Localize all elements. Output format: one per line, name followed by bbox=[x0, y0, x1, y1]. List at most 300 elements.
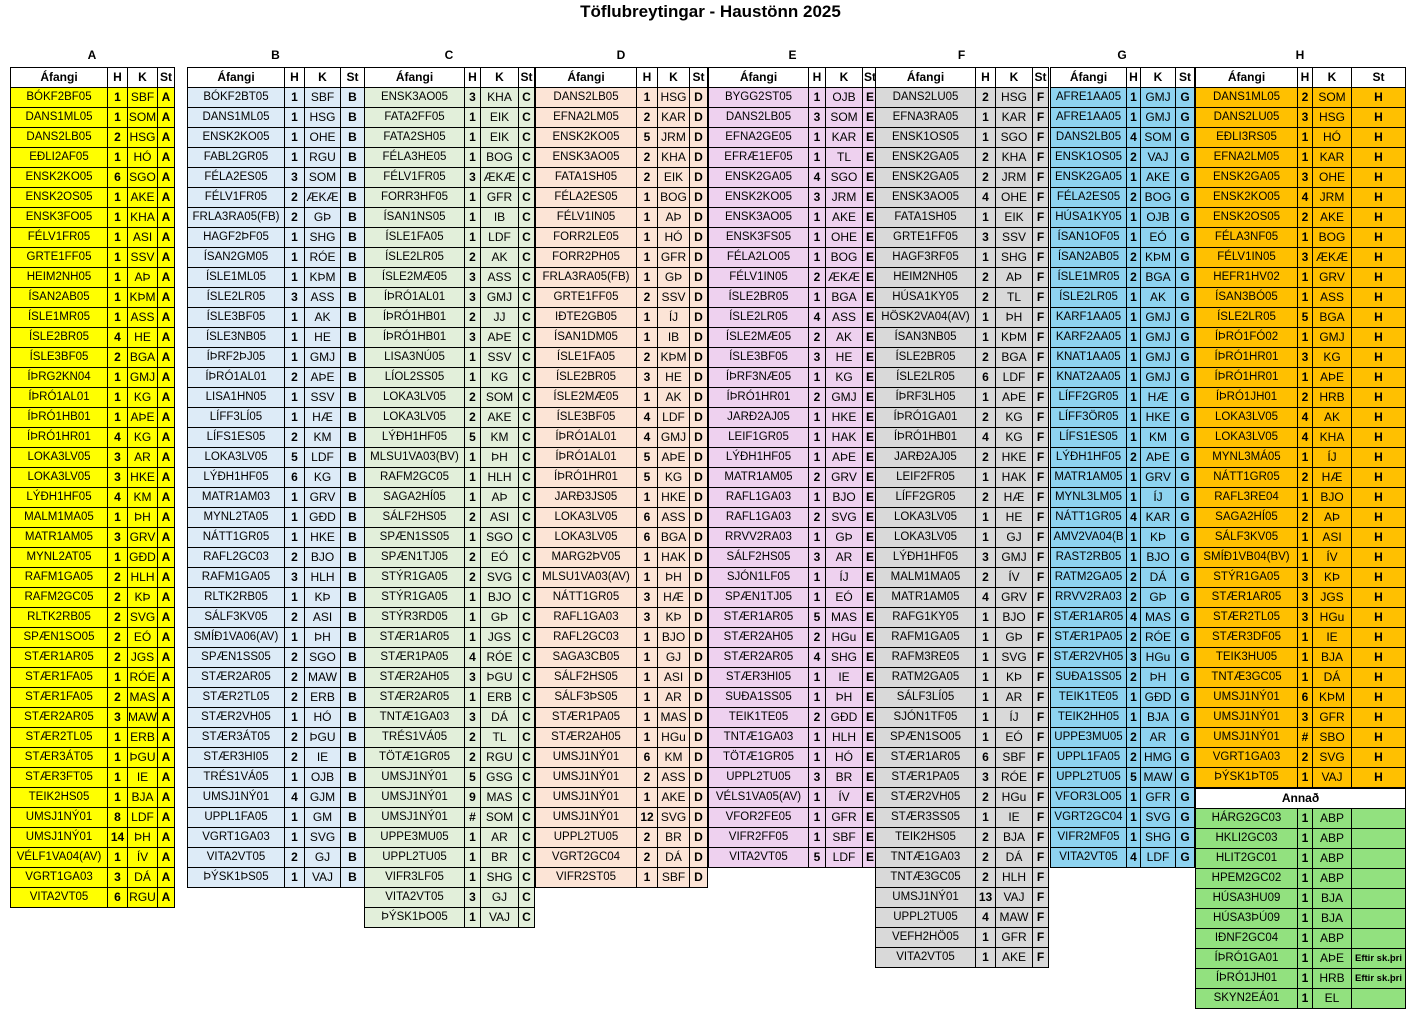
table-row bbox=[11, 148, 175, 168]
teacher-code: MAS bbox=[826, 608, 863, 628]
cell-st: C bbox=[519, 408, 535, 428]
table-row bbox=[876, 788, 1049, 808]
course-table bbox=[187, 67, 365, 888]
table-row bbox=[1051, 548, 1195, 568]
teacher-code: IE bbox=[128, 768, 158, 788]
cell-st: C bbox=[519, 728, 535, 748]
cell-h: 1 bbox=[976, 728, 996, 748]
table-row bbox=[1196, 508, 1406, 528]
cell-st: E bbox=[863, 708, 878, 728]
teacher-code: OJB bbox=[305, 768, 341, 788]
course-code: RAFM1GA05 bbox=[11, 568, 108, 588]
teacher-code: BJA bbox=[128, 788, 158, 808]
course-code: STÆR2AR05 bbox=[188, 668, 285, 688]
cell-st: G bbox=[1176, 128, 1195, 148]
table-row bbox=[11, 108, 175, 128]
course-code: ÍSLE1MR05 bbox=[11, 308, 108, 328]
course-code: UMSJ1NÝ01 bbox=[536, 788, 637, 808]
course-code: MYNL2AT05 bbox=[11, 548, 108, 568]
cell-st: G bbox=[1176, 628, 1195, 648]
cell-h: 1 bbox=[285, 268, 305, 288]
teacher-code: GMJ bbox=[1141, 348, 1176, 368]
teacher-code: HÆ bbox=[305, 408, 341, 428]
cell-h: 5 bbox=[637, 468, 658, 488]
cell-h: 1 bbox=[465, 368, 481, 388]
cell-st: C bbox=[519, 568, 535, 588]
course-code: RRVV2RA03 bbox=[1051, 588, 1127, 608]
table-row bbox=[1051, 688, 1195, 708]
cell-h: 1 bbox=[285, 868, 305, 888]
cell-h: 1 bbox=[976, 468, 996, 488]
table-row bbox=[709, 488, 878, 508]
table-row bbox=[709, 208, 878, 228]
course-code: VIFR2FF05 bbox=[709, 828, 809, 848]
cell-st: D bbox=[690, 668, 708, 688]
teacher-code: KHA bbox=[658, 148, 690, 168]
teacher-code: IE bbox=[1313, 628, 1352, 648]
teacher-code: GFR bbox=[996, 928, 1033, 948]
table-row bbox=[536, 748, 708, 768]
cell-st: B bbox=[341, 388, 365, 408]
table-row bbox=[11, 868, 175, 888]
cell-st: B bbox=[341, 408, 365, 428]
teacher-code: AÞE bbox=[658, 448, 690, 468]
cell-st: B bbox=[341, 368, 365, 388]
table-row bbox=[1051, 308, 1195, 328]
teacher-code: BJA bbox=[1141, 708, 1176, 728]
cell-st: B bbox=[341, 828, 365, 848]
course-table bbox=[1195, 67, 1406, 788]
cell-h: 1 bbox=[637, 708, 658, 728]
cell-st: H bbox=[1352, 568, 1406, 588]
table-row bbox=[188, 468, 365, 488]
cell-h: 1 bbox=[976, 328, 996, 348]
cell-h: 6 bbox=[637, 508, 658, 528]
teacher-code: SVG bbox=[1141, 808, 1176, 828]
cell-st: A bbox=[158, 368, 175, 388]
table-row bbox=[188, 568, 365, 588]
course-code: LOKA3LV05 bbox=[11, 448, 108, 468]
table-row bbox=[536, 688, 708, 708]
cell-st: C bbox=[519, 188, 535, 208]
cell-h: 2 bbox=[465, 388, 481, 408]
teacher-code: SBF bbox=[996, 748, 1033, 768]
header-st: St bbox=[690, 68, 708, 88]
cell-st: F bbox=[1033, 608, 1049, 628]
course-code: LÝÐH1HF05 bbox=[188, 468, 285, 488]
cell-h: 6 bbox=[637, 528, 658, 548]
cell-h: 1 bbox=[1127, 108, 1141, 128]
cell-st: D bbox=[690, 728, 708, 748]
course-code: UPPL2TU05 bbox=[876, 908, 976, 928]
cell-st: H bbox=[1352, 708, 1406, 728]
cell-h: 1 bbox=[108, 208, 128, 228]
table-row bbox=[11, 848, 175, 868]
course-code: UPPL2TU05 bbox=[709, 768, 809, 788]
cell-h: 1 bbox=[976, 948, 996, 968]
cell-st: H bbox=[1352, 288, 1406, 308]
cell-h: 4 bbox=[1298, 188, 1313, 208]
course-code: EFNA2GE05 bbox=[709, 128, 809, 148]
group-a bbox=[10, 67, 175, 908]
cell-h: 1 bbox=[809, 368, 826, 388]
course-code: ÍÞRÓ1JH01 bbox=[1196, 388, 1298, 408]
table-row bbox=[709, 548, 878, 568]
teacher-code: IE bbox=[826, 668, 863, 688]
table-row bbox=[188, 628, 365, 648]
cell-h: 1 bbox=[108, 288, 128, 308]
cell-st: B bbox=[341, 748, 365, 768]
cell-st: D bbox=[690, 428, 708, 448]
cell-st: A bbox=[158, 548, 175, 568]
table-row bbox=[536, 488, 708, 508]
cell-st: E bbox=[863, 788, 878, 808]
cell-st: E bbox=[863, 288, 878, 308]
teacher-code: GÞ bbox=[1141, 588, 1176, 608]
teacher-code: IE bbox=[996, 808, 1033, 828]
course-code: FÉLV1IN05 bbox=[536, 208, 637, 228]
table-row bbox=[876, 488, 1049, 508]
teacher-code: LDF bbox=[481, 228, 519, 248]
table-row bbox=[11, 228, 175, 248]
table-row bbox=[365, 428, 535, 448]
course-code: DANS2LU05 bbox=[876, 88, 976, 108]
cell-h: 1 bbox=[1127, 688, 1141, 708]
cell-h: 1 bbox=[637, 488, 658, 508]
cell-h: 1 bbox=[285, 328, 305, 348]
table-row bbox=[1051, 388, 1195, 408]
course-code: HEIM2NH05 bbox=[876, 268, 976, 288]
cell-h: 4 bbox=[285, 788, 305, 808]
teacher-code: SGO bbox=[481, 528, 519, 548]
table-row bbox=[11, 288, 175, 308]
course-code: MYNL3MÁ05 bbox=[1196, 448, 1298, 468]
cell-st: B bbox=[341, 468, 365, 488]
cell-h: 5 bbox=[809, 848, 826, 868]
cell-h: 3 bbox=[108, 468, 128, 488]
table-row bbox=[709, 728, 878, 748]
teacher-code: EIK bbox=[658, 168, 690, 188]
cell-st: A bbox=[158, 208, 175, 228]
table-row bbox=[188, 728, 365, 748]
cell-h: 1 bbox=[1298, 148, 1313, 168]
course-code: STÆR2AH05 bbox=[536, 728, 637, 748]
table-row bbox=[365, 388, 535, 408]
table-row bbox=[1196, 748, 1406, 768]
teacher-code: GRV bbox=[826, 468, 863, 488]
course-code: STÆR2TL05 bbox=[188, 688, 285, 708]
cell-h: 1 bbox=[465, 448, 481, 468]
cell-h: 5 bbox=[285, 448, 305, 468]
cell-h: 1 bbox=[1127, 208, 1141, 228]
teacher-code: ÍJ bbox=[996, 708, 1033, 728]
table-row bbox=[876, 848, 1049, 868]
cell-st: H bbox=[1352, 448, 1406, 468]
cell-st: H bbox=[1352, 608, 1406, 628]
cell-st: F bbox=[1033, 868, 1049, 888]
teacher-code: JJ bbox=[481, 308, 519, 328]
course-code: FRLA3RA05(FB) bbox=[536, 268, 637, 288]
cell-st: A bbox=[158, 528, 175, 548]
cell-h: 1 bbox=[108, 108, 128, 128]
course-code: TRÉS1VÁ05 bbox=[365, 728, 465, 748]
cell-h: 1 bbox=[108, 408, 128, 428]
cell-h: 1 bbox=[108, 728, 128, 748]
course-code: VITA2VT05 bbox=[1051, 848, 1127, 868]
course-code: ÍÞRÓ1HB01 bbox=[876, 428, 976, 448]
teacher-code: GM bbox=[305, 808, 341, 828]
cell-h: 1 bbox=[465, 628, 481, 648]
cell-h: 1 bbox=[465, 188, 481, 208]
table-row bbox=[1051, 128, 1195, 148]
table-row bbox=[709, 448, 878, 468]
cell-st: B bbox=[341, 708, 365, 728]
cell-st: C bbox=[519, 228, 535, 248]
teacher-code: GMJ bbox=[826, 388, 863, 408]
teacher-code: BJO bbox=[481, 588, 519, 608]
cell-h: 3 bbox=[637, 588, 658, 608]
course-code: SUÐA1SS05 bbox=[1051, 668, 1127, 688]
teacher-code: RGU bbox=[305, 148, 341, 168]
course-code: ÍÞRÓ1AL01 bbox=[365, 288, 465, 308]
course-code: LOKA3LV05 bbox=[876, 528, 976, 548]
teacher-code: LDF bbox=[1141, 848, 1176, 868]
teacher-code: HE bbox=[658, 368, 690, 388]
course-code: SÁLF2HS05 bbox=[536, 668, 637, 688]
cell-st: F bbox=[1033, 928, 1049, 948]
course-code: MATR1AM05 bbox=[876, 588, 976, 608]
table-row bbox=[1196, 168, 1406, 188]
table-row bbox=[1196, 288, 1406, 308]
cell-st: H bbox=[1352, 628, 1406, 648]
cell-h: # bbox=[1298, 728, 1313, 748]
cell-h: 3 bbox=[108, 528, 128, 548]
teacher-code: SGO bbox=[128, 168, 158, 188]
teacher-code: JGS bbox=[1313, 588, 1352, 608]
table-row bbox=[536, 468, 708, 488]
cell-st: F bbox=[1033, 648, 1049, 668]
course-code: VÉLF1VA04(AV) bbox=[11, 848, 108, 868]
cell-st: C bbox=[519, 248, 535, 268]
teacher-code: ÞH bbox=[658, 568, 690, 588]
cell-st: C bbox=[519, 368, 535, 388]
teacher-code: ÞH bbox=[128, 828, 158, 848]
course-code: RAFM1GA05 bbox=[876, 628, 976, 648]
cell-h: 6 bbox=[1298, 688, 1313, 708]
table-row bbox=[188, 408, 365, 428]
cell-h: 1 bbox=[809, 528, 826, 548]
teacher-code: HLH bbox=[996, 868, 1033, 888]
header-k: K bbox=[1141, 68, 1176, 88]
course-code: ENSK2GA05 bbox=[709, 168, 809, 188]
table-row bbox=[188, 348, 365, 368]
table-row bbox=[11, 208, 175, 228]
course-code: HÖSK2VA04(AV) bbox=[876, 308, 976, 328]
teacher-code: BGA bbox=[1141, 268, 1176, 288]
cell-h: 1 bbox=[809, 748, 826, 768]
table-row bbox=[876, 388, 1049, 408]
course-code: JARÐ2AJ05 bbox=[876, 448, 976, 468]
teacher-code: AR bbox=[128, 448, 158, 468]
cell-st: A bbox=[158, 408, 175, 428]
teacher-code: AÞE bbox=[481, 328, 519, 348]
cell-h: 1 bbox=[1127, 388, 1141, 408]
cell-st: C bbox=[519, 588, 535, 608]
cell-h: # bbox=[465, 808, 481, 828]
group-letter-a: A bbox=[87, 48, 97, 62]
course-code: FATA1SH05 bbox=[876, 208, 976, 228]
table-row bbox=[536, 288, 708, 308]
cell-h: 2 bbox=[976, 868, 996, 888]
course-code: STÆR2AH05 bbox=[709, 628, 809, 648]
teacher-code: VAJ bbox=[996, 888, 1033, 908]
teacher-code: ABP bbox=[1313, 829, 1352, 849]
cell-h: 1 bbox=[285, 708, 305, 728]
table-row bbox=[1051, 168, 1195, 188]
cell-h: 1 bbox=[285, 528, 305, 548]
cell-st: B bbox=[341, 608, 365, 628]
cell-h: 2 bbox=[809, 708, 826, 728]
cell-st: A bbox=[158, 308, 175, 328]
cell-st: G bbox=[1176, 488, 1195, 508]
cell-h: 3 bbox=[465, 888, 481, 908]
table-row bbox=[1196, 408, 1406, 428]
cell-h: 2 bbox=[465, 748, 481, 768]
cell-st: B bbox=[341, 488, 365, 508]
course-code: STÝR1GA05 bbox=[365, 568, 465, 588]
course-code: HAGF3RF05 bbox=[876, 248, 976, 268]
teacher-code: ÞGU bbox=[305, 728, 341, 748]
teacher-code: AÞ bbox=[481, 488, 519, 508]
table-row bbox=[536, 788, 708, 808]
cell-st: D bbox=[690, 308, 708, 328]
course-code: ENSK3FS05 bbox=[709, 228, 809, 248]
course-code: STÆR1PA05 bbox=[365, 648, 465, 668]
cell-h: 1 bbox=[809, 668, 826, 688]
table-row bbox=[709, 308, 878, 328]
table-row bbox=[11, 788, 175, 808]
course-code: UMSJ1NÝ01 bbox=[365, 808, 465, 828]
teacher-code: HAK bbox=[996, 468, 1033, 488]
teacher-code: HÓ bbox=[826, 748, 863, 768]
table-row bbox=[876, 348, 1049, 368]
cell-st: D bbox=[690, 388, 708, 408]
course-code: BÓKF2BT05 bbox=[188, 88, 285, 108]
teacher-code: BJO bbox=[826, 488, 863, 508]
cell-st: F bbox=[1033, 248, 1049, 268]
group-e bbox=[708, 67, 878, 868]
table-row bbox=[1196, 929, 1406, 949]
course-code: RAFL2GC03 bbox=[536, 628, 637, 648]
table-row bbox=[1196, 128, 1406, 148]
cell-h: 1 bbox=[1127, 168, 1141, 188]
table-row bbox=[709, 268, 878, 288]
cell-st: G bbox=[1176, 448, 1195, 468]
cell-st: F bbox=[1033, 748, 1049, 768]
table-row bbox=[1196, 809, 1406, 829]
course-code: FORR2LE05 bbox=[536, 228, 637, 248]
course-code: HAGF2ÞF05 bbox=[188, 228, 285, 248]
cell-h: 2 bbox=[465, 508, 481, 528]
course-code: LOKA3LV05 bbox=[188, 448, 285, 468]
course-code: VGRT1GA03 bbox=[11, 868, 108, 888]
teacher-code: AÞ bbox=[1313, 508, 1352, 528]
table-row bbox=[876, 728, 1049, 748]
course-code: ÍÞRÓ1HB01 bbox=[11, 408, 108, 428]
cell-st: G bbox=[1176, 808, 1195, 828]
teacher-code: JGS bbox=[128, 648, 158, 668]
cell-h: 3 bbox=[465, 668, 481, 688]
course-code: ÍÞRG2KN04 bbox=[11, 368, 108, 388]
cell-h: 1 bbox=[465, 848, 481, 868]
cell-st: E bbox=[863, 208, 878, 228]
teacher-code: EÓ bbox=[1141, 228, 1176, 248]
cell-h: 2 bbox=[285, 548, 305, 568]
table-row bbox=[188, 748, 365, 768]
table-row bbox=[365, 848, 535, 868]
table-row bbox=[876, 308, 1049, 328]
course-code: RAFM1GA05 bbox=[188, 568, 285, 588]
teacher-code: KÞM bbox=[996, 328, 1033, 348]
cell-h: 2 bbox=[285, 668, 305, 688]
course-code: ÍÞRÓ1AL01 bbox=[11, 388, 108, 408]
cell-h: 1 bbox=[1298, 328, 1313, 348]
table-row bbox=[188, 208, 365, 228]
course-code: LÍFF3LÍ05 bbox=[188, 408, 285, 428]
teacher-code: HSG bbox=[996, 88, 1033, 108]
course-code: LÝÐH1HF05 bbox=[11, 488, 108, 508]
table-row bbox=[188, 168, 365, 188]
teacher-code: GRV bbox=[305, 488, 341, 508]
cell-h: 1 bbox=[1127, 308, 1141, 328]
course-table bbox=[364, 67, 535, 928]
teacher-code: GJ bbox=[996, 528, 1033, 548]
header-h: H bbox=[1298, 68, 1313, 88]
teacher-code: LDF bbox=[658, 408, 690, 428]
teacher-code: GMJ bbox=[1141, 88, 1176, 108]
course-code: ÍÞRÓ1AL01 bbox=[188, 368, 285, 388]
cell-st: A bbox=[158, 668, 175, 688]
teacher-code: KHA bbox=[128, 208, 158, 228]
teacher-code: KÞM bbox=[658, 348, 690, 368]
course-code: SMÍÐ1VB04(BV) bbox=[1196, 548, 1298, 568]
course-code: UMSJ1NÝ01 bbox=[536, 768, 637, 788]
teacher-code: KG bbox=[128, 428, 158, 448]
teacher-code: HRB bbox=[1313, 969, 1352, 989]
cell-h: 1 bbox=[976, 128, 996, 148]
cell-h: 1 bbox=[285, 828, 305, 848]
teacher-code: AKE bbox=[826, 208, 863, 228]
teacher-code: AKE bbox=[1313, 208, 1352, 228]
teacher-code: KAR bbox=[826, 128, 863, 148]
table-row bbox=[1196, 849, 1406, 869]
teacher-code: SVG bbox=[658, 808, 690, 828]
course-code: LÝÐH1HF05 bbox=[876, 548, 976, 568]
header-st: St bbox=[863, 68, 878, 88]
cell-st: D bbox=[690, 628, 708, 648]
cell-st: C bbox=[519, 788, 535, 808]
table-row bbox=[709, 188, 878, 208]
cell-st: Eftir sk.þri bbox=[1352, 969, 1406, 989]
table-row bbox=[1196, 568, 1406, 588]
cell-h: 4 bbox=[809, 648, 826, 668]
course-code: ÍSLE2LR05 bbox=[188, 288, 285, 308]
course-code: UPPL1FA05 bbox=[188, 808, 285, 828]
teacher-code: SBF bbox=[128, 88, 158, 108]
cell-h: 2 bbox=[285, 208, 305, 228]
cell-st: H bbox=[1352, 208, 1406, 228]
teacher-code: HGu bbox=[996, 788, 1033, 808]
